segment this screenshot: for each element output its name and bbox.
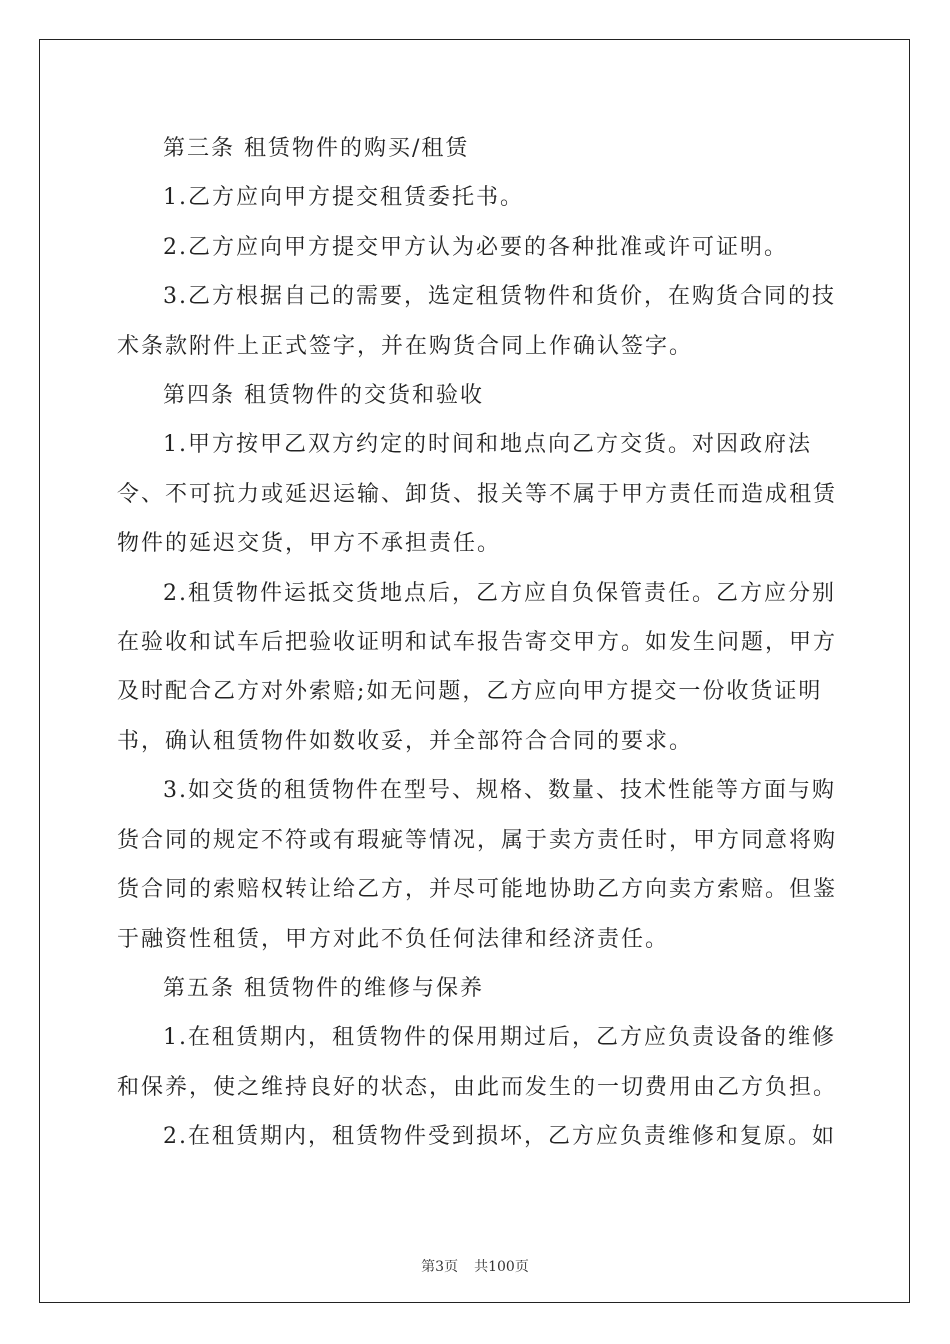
paragraph: 2.在租赁期内，租赁物件受到损坏，乙方应负责维修和复原。如 [163,1124,836,1150]
paragraph: 3.如交货的租赁物件在型号、规格、数量、技术性能等方面与购货合同的规定不符或有瑕疵等情况，属于卖方责任时，甲方同意将购货合同的索赔权转让给乙方，并尽可能地协助乙方向卖方索赔。但鉴于融资性租赁，甲方对此不负任何法律和经济责任。 [117,778,838,952]
paragraph: 1.甲方按甲乙双方约定的时间和地点向乙方交货。对因政府法令、不可抗力或延迟运输、卸货、报关等不属于甲方责任而造成租赁物件的延迟交货，甲方不承担责任。 [117,432,838,557]
document-body [117,124,837,1162]
page-number: 第3页 [421,1259,459,1275]
paragraph: 2.租赁物件运抵交货地点后，乙方应自负保管责任。乙方应分别在验收和试车后把验收证明和试车报告寄交甲方。如发生问题，甲方及时配合乙方对外索赔;如无问题，乙方应向甲方提交一份收货证明书，确认租赁物件如数收妥，并全部符合合同的要求。 [117,580,838,754]
article-5-heading: 第五条 租赁物件的维修与保养 [163,975,484,1001]
paragraph: 3.乙方根据自己的需要，选定租赁物件和货价，在购货合同的技术条款附件上正式签字，并在购货合同上作确认签字。 [117,284,836,359]
page-footer [0,1256,950,1276]
page-total: 共100页 [474,1259,529,1275]
paragraph: 1.在租赁期内，租赁物件的保用期过后，乙方应负责设备的维修和保养，使之维持良好的状态，由此而发生的一切费用由乙方负担。 [117,1025,838,1100]
paragraph: 2.乙方应向甲方提交甲方认为必要的各种批准或许可证明。 [163,234,788,260]
article-3-heading: 第三条 租赁物件的购买/租赁 [163,136,470,161]
article-4-heading: 第四条 租赁物件的交货和验收 [163,383,484,409]
paragraph: 1.乙方应向甲方提交租赁委托书。 [163,185,524,211]
